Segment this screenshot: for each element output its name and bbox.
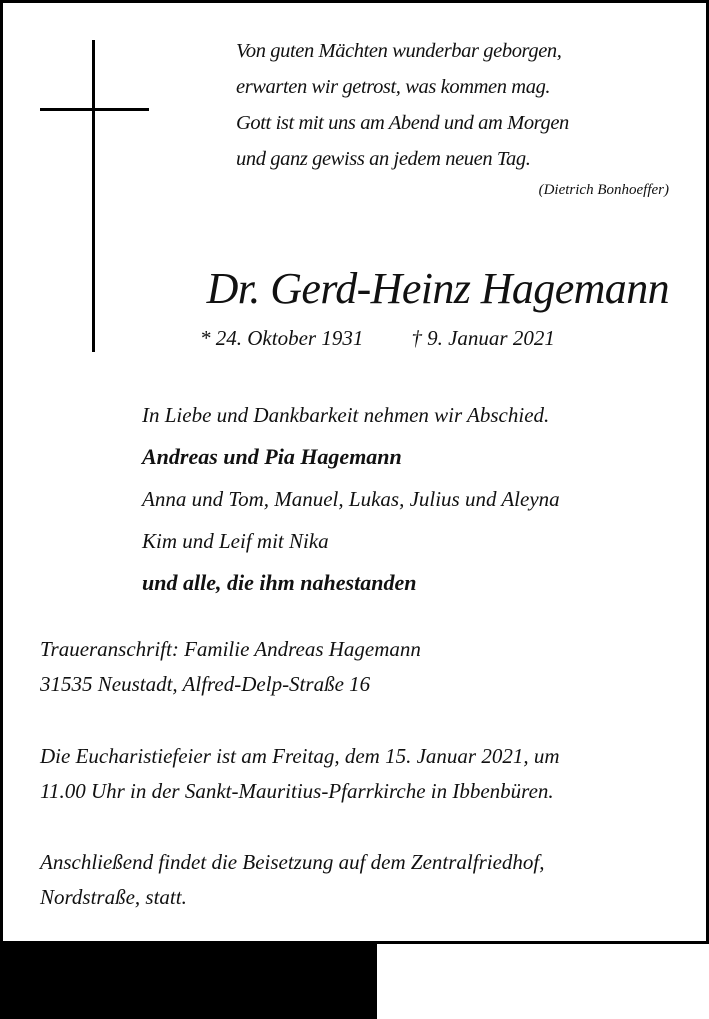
black-footer-block	[0, 944, 377, 1019]
cross-icon-horizontal-bar	[40, 108, 149, 111]
mourners-closing: und alle, die ihm nahestanden	[142, 570, 417, 595]
poem-author: (Dietrich Bonhoeffer)	[538, 182, 669, 198]
primary-mourners: Andreas und Pia Hagemann	[142, 444, 402, 469]
grandchildren: Anna und Tom, Manuel, Lukas, Julius und Aleyna	[142, 487, 560, 511]
deceased-name: Dr. Gerd-Heinz Hagemann	[206, 264, 669, 313]
other-mourners: Kim und Leif mit Nika	[142, 529, 329, 553]
life-dates	[200, 326, 555, 351]
poem-line: Von guten Mächten wunderbar geborgen,	[236, 40, 562, 62]
burial-line: Anschließend findet die Beisetzung auf dem Zentralfriedhof,	[40, 850, 545, 874]
poem-line: erwarten wir getrost, was kommen mag.	[236, 76, 551, 98]
poem-line: Gott ist mit uns am Abend und am Morgen	[236, 112, 569, 134]
address-line: Traueranschrift: Familie Andreas Hagemann	[40, 637, 421, 661]
poem-quote	[236, 33, 676, 177]
farewell-intro: In Liebe und Dankbarkeit nehmen wir Abschied.	[142, 403, 550, 427]
burial-info	[40, 845, 545, 915]
service-info	[40, 739, 559, 809]
burial-line: Nordstraße, statt.	[40, 885, 187, 909]
mourning-address	[40, 632, 421, 702]
service-line: Die Eucharistiefeier ist am Freitag, dem 15. Januar 2021, um	[40, 744, 560, 768]
poem-line: und ganz gewiss an jedem neuen Tag.	[236, 148, 531, 170]
service-line: 11.00 Uhr in der Sankt-Mauritius-Pfarrkirche in Ibbenbüren.	[40, 779, 554, 803]
cross-icon-vertical-bar	[92, 40, 95, 352]
address-line: 31535 Neustadt, Alfred-Delp-Straße 16	[40, 672, 371, 696]
mourners-section	[142, 394, 560, 604]
birth-date: * 24. Oktober 1931	[200, 326, 364, 350]
death-date: † 9. Januar 2021	[411, 326, 555, 350]
